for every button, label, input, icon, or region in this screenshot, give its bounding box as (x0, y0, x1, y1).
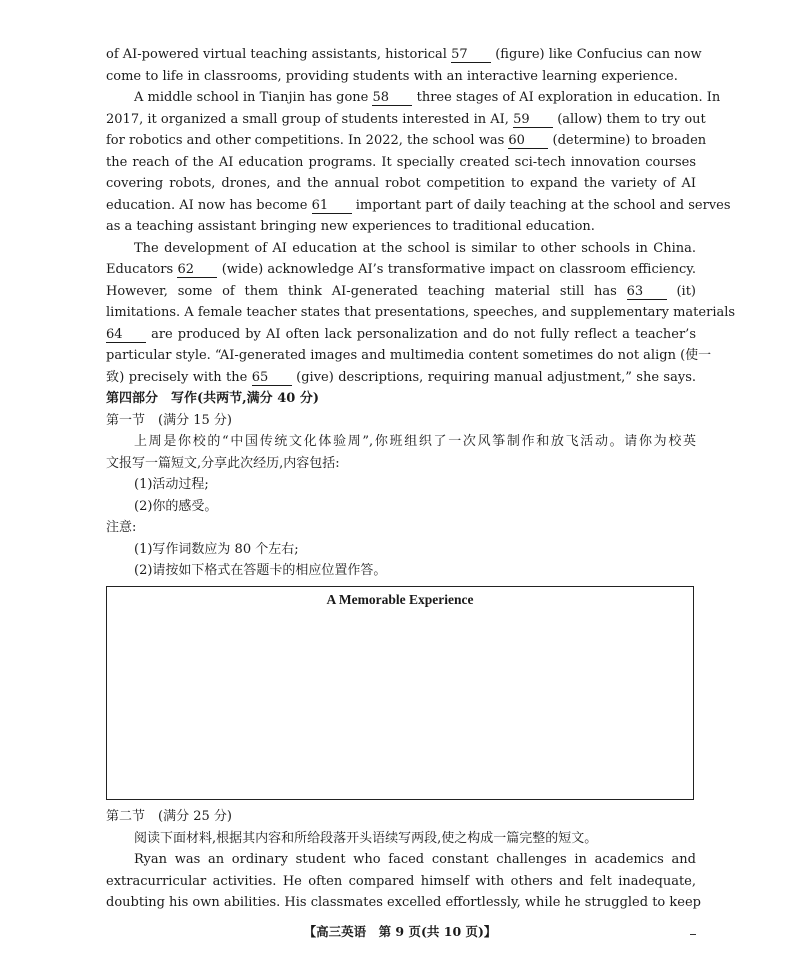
section2 (106, 806, 701, 914)
note-item-2: (2)请按如下格式在答题卡的相应位置作答。 (134, 563, 387, 578)
writing-prompt-line1: 上周是你校的“中国传统文化体验周”,你班组织了一次风筝制作和放飞活动。请你为校英 (134, 434, 696, 449)
passage-text: important part of daily teaching at the school and serves (351, 197, 731, 213)
passage-text: three stages of AI exploration in education. In (412, 90, 721, 105)
passage-line (106, 281, 696, 303)
section1-title: 第一节 (满分 15 分) (106, 412, 232, 428)
passage-line (106, 195, 731, 217)
answer-blank[interactable]: 57 (451, 48, 491, 63)
passage-text: (it) (666, 283, 696, 299)
note-item-1: (1)写作词数应为 80 个左右; (134, 541, 299, 557)
section-heading: 第四部分 写作(共两节,满分 40 分) (106, 391, 319, 406)
writing-prompt-line2: 文报写一篇短文,分享此次经历,内容包括: (106, 455, 340, 471)
passage-text: 致) precisely with the (106, 369, 252, 385)
passage-text: the reach of the AI education programs. It specially created sci-tech innovation courses (106, 154, 696, 170)
answer-blank[interactable]: 60 (508, 134, 548, 149)
passage-text: Educators (106, 262, 178, 277)
passage-line (106, 87, 721, 109)
passage-line (106, 152, 696, 174)
passage-text: covering robots, drones, and the annual robot competition to expand the variety of AI (106, 176, 696, 191)
story-line-2: extracurricular activities. He often compared himself with others and felt inadequate, (106, 873, 696, 889)
corner-mark (690, 934, 696, 935)
passage-text: are produced by AI often lack personalization and do not fully reflect a teacher’s (146, 326, 696, 342)
passage-text: 2017, it organized a small group of students interested in AI, (106, 111, 514, 127)
story-line-1: Ryan was an ordinary student who faced constant challenges in academics and (134, 852, 696, 867)
page-footer: 【高三英语 第 9 页(共 10 页)】 (303, 924, 497, 939)
passage-line (106, 238, 696, 260)
prompt-item-1: (1)活动过程; (134, 477, 209, 492)
passage-line (106, 44, 702, 66)
answer-blank[interactable]: 62 (177, 263, 217, 278)
passage-text: come to life in classrooms, providing students with an interactive learning experience. (106, 68, 678, 84)
answer-blank[interactable]: 64 (106, 328, 146, 343)
passage-line (106, 66, 696, 88)
note-label: 注意: (106, 520, 137, 535)
passage-text: The development of AI education at the school is similar to other schools in China. (134, 240, 696, 256)
passage-text: education. AI now has become (106, 197, 312, 213)
passage-line (106, 130, 707, 152)
section2-title: 第二节 (满分 25 分) (106, 809, 232, 824)
passage-line (106, 173, 696, 195)
prompt-item-2: (2)你的感受。 (134, 498, 218, 514)
answer-box-title: A Memorable Experience (326, 592, 474, 607)
passage-text: as a teaching assistant bringing new experiences to traditional education. (106, 219, 595, 234)
answer-blank[interactable]: 63 (627, 285, 667, 300)
answer-box (106, 586, 694, 800)
answer-blank[interactable]: 58 (372, 91, 412, 106)
passage-line (106, 216, 696, 238)
passage-text: for robotics and other competitions. In 2022, the school was (106, 133, 509, 148)
passage-line (106, 345, 712, 367)
passage-text: (figure) like Confucius can now (491, 47, 702, 62)
passage-line (106, 367, 696, 389)
passage-line (106, 259, 696, 281)
passage-text: particular style. “AI-generated images and multimedia content sometimes do not align (使一 (106, 348, 712, 363)
passage-text: (give) descriptions, requiring manual adjustment,” she says. (291, 369, 696, 385)
passage-line (106, 302, 736, 324)
passage-text: of AI-powered virtual teaching assistants, historical (106, 47, 452, 62)
passage-text: limitations. A female teacher states that presentations, speeches, and supplementary materials (106, 305, 736, 320)
passage-lines (106, 44, 736, 388)
passage-text: (determine) to broaden (548, 133, 707, 148)
answer-blank[interactable]: 65 (252, 371, 292, 386)
answer-blank[interactable]: 59 (513, 113, 553, 128)
section2-instruction: 阅读下面材料,根据其内容和所给段落开头语续写两段,使之构成一篇完整的短文。 (134, 830, 598, 846)
passage-line (106, 109, 706, 131)
passage-text: However, some of them think AI-generated teaching material still has (106, 283, 627, 299)
story-line-3: doubting his own abilities. His classmates excelled effortlessly, while he struggled to keep (106, 895, 701, 910)
passage-text: A middle school in Tianjin has gone (134, 90, 373, 105)
answer-blank[interactable]: 61 (312, 199, 352, 214)
passage-line (106, 324, 696, 346)
passage-text: (wide) acknowledge AI’s transformative impact on classroom efficiency. (217, 262, 696, 277)
passage-text: (allow) them to try out (553, 111, 706, 127)
passage (106, 44, 736, 582)
